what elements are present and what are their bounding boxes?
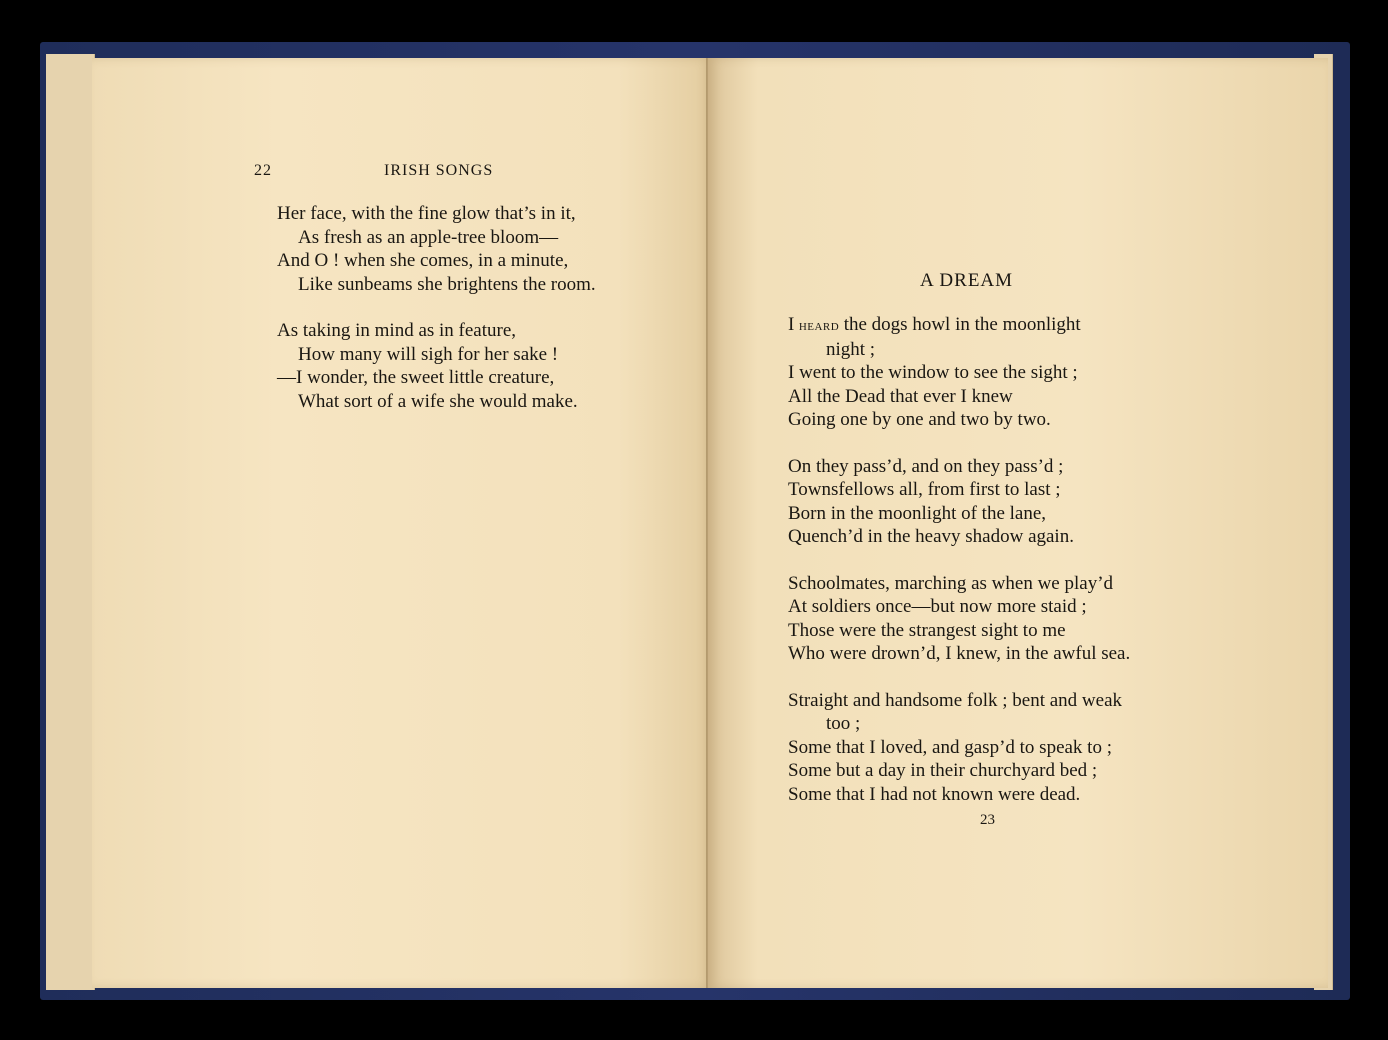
poem-line-text: Quench’d in the heavy shadow again. [788,526,1074,547]
poem-line [277,343,596,367]
poem-line [788,478,1130,502]
right-page-number: 23 [980,812,995,828]
poem-line-text: And O ! when she comes, in a minute, [277,250,569,271]
poem-line [788,361,1130,385]
poem-line-text: Schoolmates, marching as when we play’d [788,572,1114,594]
poem-line-text: Townsfellows all, from first to last ; [788,479,1061,500]
left-page-number: 22 [254,162,272,179]
poem-line [788,385,1130,409]
poem-line [277,226,596,250]
opening-word: heard [794,317,844,334]
poem-line-text: Some that I loved, and gasp’d to speak to ; [788,736,1112,758]
left-page [92,58,712,988]
poem-line-text: I went to the window to see the sight ; [788,362,1078,383]
opening-initial: I [788,314,795,335]
poem-line [277,319,596,343]
right-poem [788,313,1130,829]
poem-line-text: All the Dead that ever I knew [788,385,1013,407]
poem-line-text: Her face, with the fine glow that’s in it, [277,203,576,224]
poem-line-text: Born in the moonlight of the lane, [788,502,1047,524]
poem-line [277,249,596,273]
poem-line [277,202,596,226]
poem-line-text: —I wonder, the sweet little creature, [277,367,555,388]
poem-line [788,525,1130,549]
poem-line [788,619,1130,643]
poem-line-text: Like sunbeams she brightens the room. [298,273,596,295]
left-poem [277,202,596,436]
poem-title: A DREAM [920,270,1014,291]
poem-line-text: too ; [826,713,861,734]
open-book [44,46,1344,996]
running-head: IRISH SONGS [384,162,494,179]
poem-line-text: Those were the strangest sight to me [788,619,1066,641]
poem-line [277,390,596,414]
poem-line [788,712,1130,736]
poem-line-text: What sort of a wife she would make. [298,390,578,412]
poem-line [277,366,596,390]
poem-line [788,642,1130,666]
poem-line [788,572,1130,596]
poem-line-text: On they pass’d, and on they pass’d ; [788,455,1064,477]
poem-line [788,759,1130,783]
poem-line [788,455,1130,479]
poem-line-text: At soldiers once—but now more staid ; [788,596,1087,617]
poem-line [788,338,1130,362]
stanza [788,689,1130,807]
poem-line-text: night ; [826,338,876,360]
poem-line [788,502,1130,526]
poem-line [788,313,1130,338]
poem-line [788,689,1130,713]
stanza [277,202,596,296]
poem-line-text: Going one by one and two by two. [788,409,1051,430]
poem-line-text: Some but a day in their churchyard bed ; [788,760,1098,781]
poem-line-text: How many will sigh for her sake ! [298,343,559,365]
stanza [788,572,1130,666]
poem-line-text: As taking in mind as in feature, [277,320,517,341]
stanza [277,319,596,413]
poem-line [788,783,1130,807]
poem-line [788,595,1130,619]
poem-line-text: Some that I had not known were dead. [788,783,1081,805]
right-page [708,58,1328,988]
poem-line [788,736,1130,760]
stanza [788,313,1130,432]
poem-line-text: Who were drown’d, I knew, in the awful sea. [788,643,1131,664]
poem-line-text: Straight and handsome folk ; bent and weak [788,689,1123,711]
poem-line-text: As fresh as an apple-tree bloom— [298,226,559,248]
poem-line [277,273,596,297]
poem-line [788,408,1130,432]
stanza [788,455,1130,549]
poem-line-text: the dogs howl in the moonlight [843,314,1081,335]
